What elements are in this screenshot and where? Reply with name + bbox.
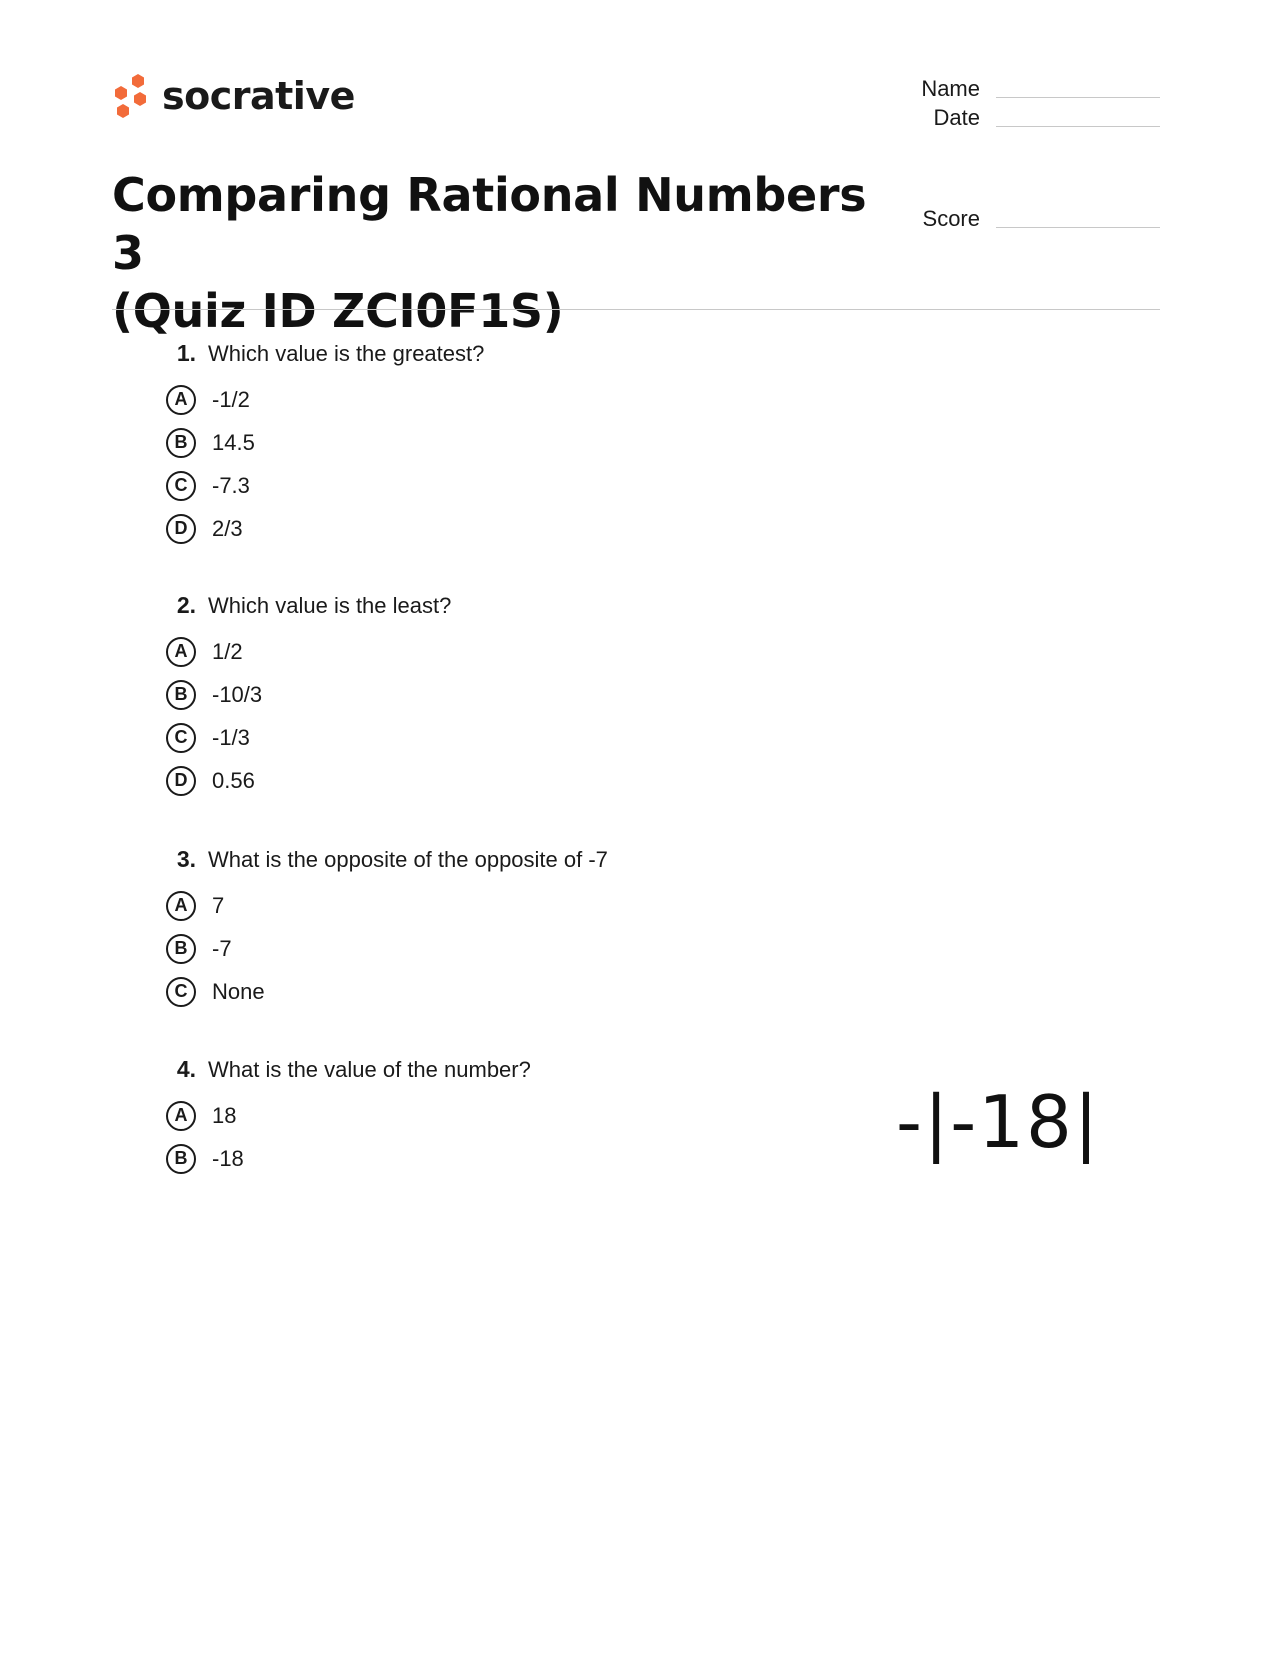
question-number: 2. bbox=[176, 592, 196, 618]
option-text: 0.56 bbox=[212, 767, 255, 793]
score-label: Score bbox=[922, 206, 980, 231]
option-text: 18 bbox=[212, 1102, 237, 1128]
date-line bbox=[996, 125, 1160, 127]
option-bubble[interactable]: B bbox=[166, 934, 196, 964]
score-line bbox=[996, 226, 1160, 228]
option-bubble[interactable]: A bbox=[166, 891, 196, 921]
option-b[interactable] bbox=[160, 673, 451, 716]
question-text: What is the opposite of the opposite of -7 bbox=[208, 847, 608, 872]
option-text: 2/3 bbox=[212, 515, 243, 541]
quiz-title-line2: (Quiz ID ZCI0F1S) bbox=[112, 284, 564, 338]
option-text: -18 bbox=[212, 1145, 244, 1171]
brand-name: socrative bbox=[162, 74, 355, 118]
question-text: Which value is the least? bbox=[208, 593, 452, 618]
option-text: 1/2 bbox=[212, 638, 243, 664]
option-text: -7.3 bbox=[212, 472, 250, 498]
option-bubble[interactable]: A bbox=[166, 385, 196, 415]
option-a[interactable] bbox=[160, 630, 451, 673]
question-3 bbox=[160, 846, 608, 1013]
question-text: Which value is the greatest? bbox=[208, 341, 485, 366]
option-bubble[interactable]: B bbox=[166, 428, 196, 458]
option-bubble[interactable]: B bbox=[166, 680, 196, 710]
question-text: What is the value of the number? bbox=[208, 1057, 531, 1082]
option-b[interactable] bbox=[160, 1137, 531, 1180]
option-bubble[interactable]: C bbox=[166, 977, 196, 1007]
option-bubble[interactable]: D bbox=[166, 514, 196, 544]
date-field bbox=[880, 105, 1160, 131]
option-c[interactable] bbox=[160, 464, 484, 507]
absolute-value-image: -|-18| bbox=[896, 1080, 1101, 1164]
option-d[interactable] bbox=[160, 759, 451, 802]
socrative-hex-icon bbox=[112, 72, 150, 120]
option-bubble[interactable]: A bbox=[166, 637, 196, 667]
option-bubble[interactable]: C bbox=[166, 723, 196, 753]
option-text: 14.5 bbox=[212, 429, 255, 455]
option-text: -1/3 bbox=[212, 724, 250, 750]
quiz-title bbox=[112, 166, 872, 340]
score-field bbox=[880, 206, 1160, 232]
question-1 bbox=[160, 340, 484, 550]
name-line bbox=[996, 96, 1160, 98]
option-a[interactable] bbox=[160, 884, 608, 927]
date-label: Date bbox=[933, 105, 980, 130]
option-c[interactable] bbox=[160, 970, 608, 1013]
name-label: Name bbox=[921, 76, 980, 101]
option-bubble[interactable]: D bbox=[166, 766, 196, 796]
question-number: 1. bbox=[176, 340, 196, 366]
option-a[interactable] bbox=[160, 378, 484, 421]
socrative-logo bbox=[112, 72, 355, 120]
option-text: -10/3 bbox=[212, 681, 263, 707]
option-bubble[interactable]: C bbox=[166, 471, 196, 501]
option-d[interactable] bbox=[160, 507, 484, 550]
option-text: -1/2 bbox=[212, 386, 250, 412]
quiz-title-line1: Comparing Rational Numbers 3 bbox=[112, 168, 867, 280]
option-text: None bbox=[212, 978, 265, 1004]
option-c[interactable] bbox=[160, 716, 451, 759]
question-number: 4. bbox=[176, 1056, 196, 1082]
question-number: 3. bbox=[176, 846, 196, 872]
name-field bbox=[880, 76, 1160, 102]
header-divider bbox=[112, 309, 1160, 310]
question-4 bbox=[160, 1056, 531, 1180]
option-bubble[interactable]: A bbox=[166, 1101, 196, 1131]
option-text: 7 bbox=[212, 892, 225, 918]
option-b[interactable] bbox=[160, 927, 608, 970]
option-a[interactable] bbox=[160, 1094, 531, 1137]
option-b[interactable] bbox=[160, 421, 484, 464]
option-bubble[interactable]: B bbox=[166, 1144, 196, 1174]
question-2 bbox=[160, 592, 451, 802]
option-text: -7 bbox=[212, 935, 232, 961]
